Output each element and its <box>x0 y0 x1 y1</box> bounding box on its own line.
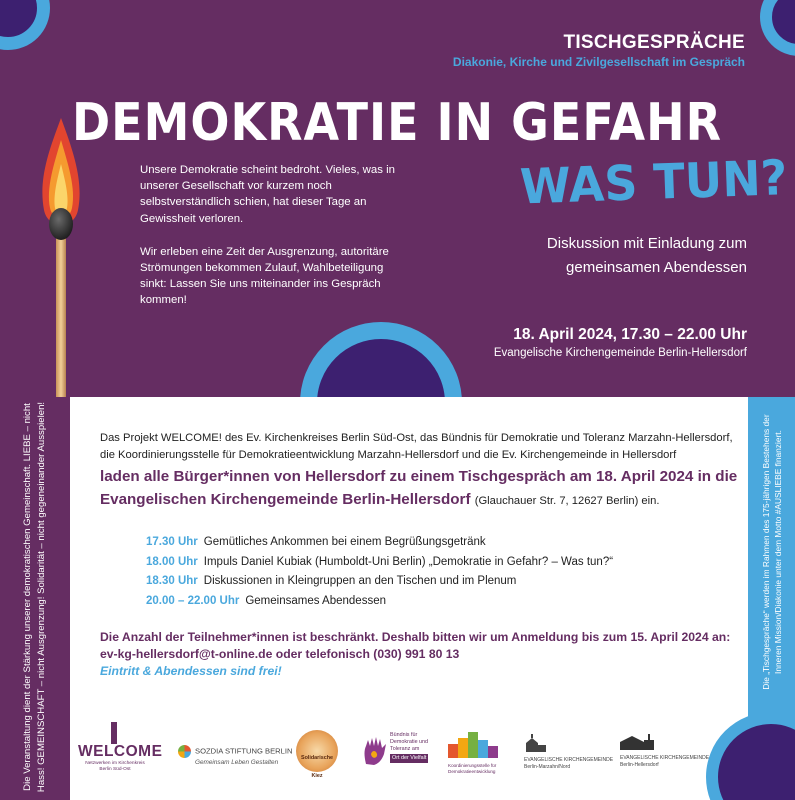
program-item <box>146 553 740 573</box>
church-hellersdorf-place: Berlin-Hellersdorf <box>620 762 659 768</box>
church-marzahn-text: EVANGELISCHE KIRCHENGEMEINDE <box>524 757 614 763</box>
decor-circle-top-right <box>760 0 795 56</box>
decor-circle-bottom-right <box>706 712 795 800</box>
rainbow-houses-icon <box>448 732 498 758</box>
decor-circle-bottom-center <box>300 322 462 397</box>
venue-address: (Glauchauer Str. 7, 12627 Berlin) ein. <box>474 495 660 507</box>
welcome-logo-text: WELCOME <box>78 743 163 760</box>
decor-circle-top-left <box>0 0 50 50</box>
sozdia-logo-text: SOZDIA STIFTUNG BERLIN <box>195 746 293 756</box>
church-building-icon <box>524 734 548 752</box>
church-building-icon <box>620 734 656 750</box>
series-title: TISCHGESPRÄCHE <box>563 32 745 53</box>
header-banner <box>0 0 795 397</box>
hand-print-icon <box>362 736 388 766</box>
left-side-text: Die Veranstaltung dient der Stärkung unserer demokratischen Gemeinschaft. LIEBE – nicht Hass! GEMEINSCHAFT – nicht Ausgrenzung! Solidarität – nicht gegeneinander Ausspielen! <box>22 401 47 793</box>
ort-der-vielfalt-badge: Ort der Vielfalt <box>392 755 427 761</box>
left-side-strip <box>0 397 70 800</box>
registration-notice: Die Anzahl der Teilnehmer*innen ist beschränkt. Deshalb bitten wir um Anmeldung bis zum 15. April 2024 an: ev-kg-hellersdorf@t-online.de oder telefonisch (030) 991 80 13 <box>100 630 731 661</box>
welcome-logo <box>78 718 163 788</box>
program-time: 18.30 Uhr <box>146 575 198 587</box>
free-admission-note: Eintritt & Abendessen sind frei! <box>100 664 282 678</box>
series-subtitle: Diakonie, Kirche und Zivilgesellschaft im Gespräch <box>452 55 745 69</box>
intro-paragraph-2: Wir erleben eine Zeit der Ausgrenzung, autoritäre Strömungen bekommen Zulauf, Wahlbeteiligung sinkt: Lassen Sie uns miteinander ins Gespräch kommen! <box>140 245 389 307</box>
sozdia-flower-icon <box>178 745 191 758</box>
right-side-text: Die „Tischgespräche“ werden im Rahmen des 175-jährigen Bestehens der Inneren Mission/Diakonie unter dem Motto #AUSLIEBE finanziert. <box>761 414 783 690</box>
event-date: 18. April 2024, 17.30 – 22.00 Uhr <box>513 326 747 343</box>
program-item <box>146 572 740 592</box>
buendnis-logo <box>362 730 428 776</box>
program-text: Gemütliches Ankommen bei einem Begrüßungsgetränk <box>203 536 486 548</box>
event-subtitle: Diskussion mit Einladung zum gemeinsamen Abendessen <box>546 235 747 276</box>
program-item <box>146 533 740 553</box>
buendnis-text: Bündnis für Demokratie und Toleranz am <box>390 732 429 752</box>
sozdia-logo-subtitle: Gemeinsam Leben Gestalten <box>195 759 279 766</box>
church-marzahn-logo <box>524 734 614 778</box>
intro-paragraph-1: Unsere Demokratie scheint bedroht. Vieles, was in unserer Gesellschaft vor kurzem noch selbstverständlich schien, hat dieser Tage an Gewissheit verloren. <box>140 164 395 225</box>
koordinierungsstelle-logo <box>448 732 500 776</box>
invitation-body <box>100 430 740 680</box>
welcome-logo-subtitle: Netzwerken im Kirchenkreis Berlin Süd-Ost <box>85 761 145 772</box>
welcome-bar-icon <box>111 722 117 744</box>
headline: DEMOKRATIE IN GEFAHR <box>72 92 722 153</box>
program-item <box>146 592 740 612</box>
church-hellersdorf-text: EVANGELISCHE KIRCHENGEMEINDE <box>620 755 710 761</box>
program-time: 20.00 – 22.00 Uhr <box>146 594 240 607</box>
program-text: Gemeinsames Abendessen <box>245 594 386 607</box>
program-time: 18.00 Uhr <box>146 555 198 568</box>
program-text: Diskussionen in Kleingruppen an den Tischen und im Plenum <box>203 575 517 587</box>
question-heading: WAS TUN? <box>519 149 789 215</box>
program-text: Impuls Daniel Kubiak (Humboldt-Uni Berlin) „Demokratie in Gefahr? – Was tun?“ <box>203 555 614 568</box>
church-hellersdorf-logo <box>620 734 710 778</box>
partner-logos <box>78 718 708 788</box>
solidarische-kiez-logo <box>296 730 338 779</box>
program-time: 17.30 Uhr <box>146 536 198 548</box>
burning-match-icon <box>36 118 86 397</box>
organizers-text: Das Projekt WELCOME! des Ev. Kirchenkreises Berlin Süd-Ost, das Bündnis für Demokratie und Toleranz Marzahn-Hellersdorf, die Koordinierungsstelle für Demokratieentwicklung Marzahn-Hellersdorf und die Ev. Kirchengemeinde in Hellersdorf <box>100 432 733 461</box>
invitation-headline: laden alle Bürger*innen von Hellersdorf zu einem Tischgespräch am 18. April 2024 in die Evangelischen Kirchengemeinde Berlin-Hellersdorf <box>100 468 738 508</box>
invitation-text <box>100 465 740 513</box>
event-place: Evangelische Kirchengemeinde Berlin-Hellersdorf <box>493 347 747 359</box>
intro-text <box>140 162 410 309</box>
sozdia-logo <box>178 745 292 766</box>
koordinierungsstelle-text: Koordinierungsstelle für Demokratieentwicklung <box>448 763 497 774</box>
solidarische-kiez-text: Solidarische Kiez <box>300 755 334 779</box>
church-marzahn-place: Berlin-Marzahn/Nord <box>524 764 571 770</box>
program-list <box>146 533 740 611</box>
